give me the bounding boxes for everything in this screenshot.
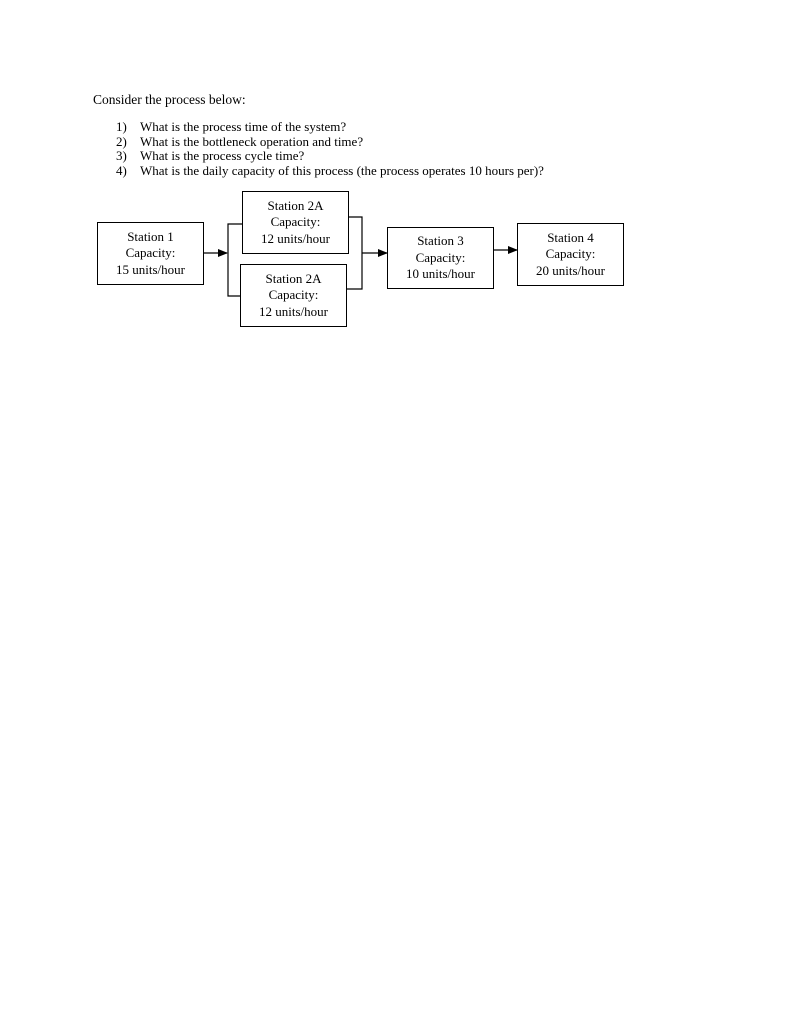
question-text: What is the daily capacity of this process (the process operates 10 hours per)? <box>140 162 544 178</box>
station-2a-top-box <box>242 191 349 254</box>
question-number: 2) <box>116 133 127 149</box>
question-text: What is the process time of the system? <box>140 119 347 134</box>
question-number: 1) <box>116 119 127 134</box>
capacity-label: Capacity: <box>545 246 596 262</box>
station-1-box <box>97 222 204 285</box>
station-2a-bottom-box <box>240 264 347 327</box>
capacity-rate: 15 units/hour <box>116 261 185 277</box>
station-name: Station 1 <box>127 228 174 244</box>
question-number: 3) <box>116 148 127 163</box>
capacity-label: Capacity: <box>268 287 319 303</box>
station-3-box <box>387 227 494 289</box>
question-text: What is the process cycle time? <box>140 148 305 163</box>
intro-text: Consider the process below: <box>93 92 246 107</box>
capacity-label: Capacity: <box>415 249 466 265</box>
station-name: Station 4 <box>547 229 594 245</box>
capacity-rate: 12 units/hour <box>259 303 328 319</box>
capacity-rate: 10 units/hour <box>406 266 475 282</box>
process-flow-connectors <box>0 0 791 400</box>
station-name: Station 3 <box>417 233 464 249</box>
station-4-box <box>517 223 624 286</box>
question-text: What is the bottleneck operation and time? <box>140 133 364 149</box>
station-name: Station 2A <box>267 197 324 213</box>
capacity-rate: 20 units/hour <box>536 262 605 278</box>
capacity-label: Capacity: <box>125 245 176 261</box>
capacity-rate: 12 units/hour <box>261 230 330 246</box>
station-name: Station 2A <box>265 270 322 286</box>
capacity-label: Capacity: <box>270 214 321 230</box>
question-number: 4) <box>116 162 127 178</box>
